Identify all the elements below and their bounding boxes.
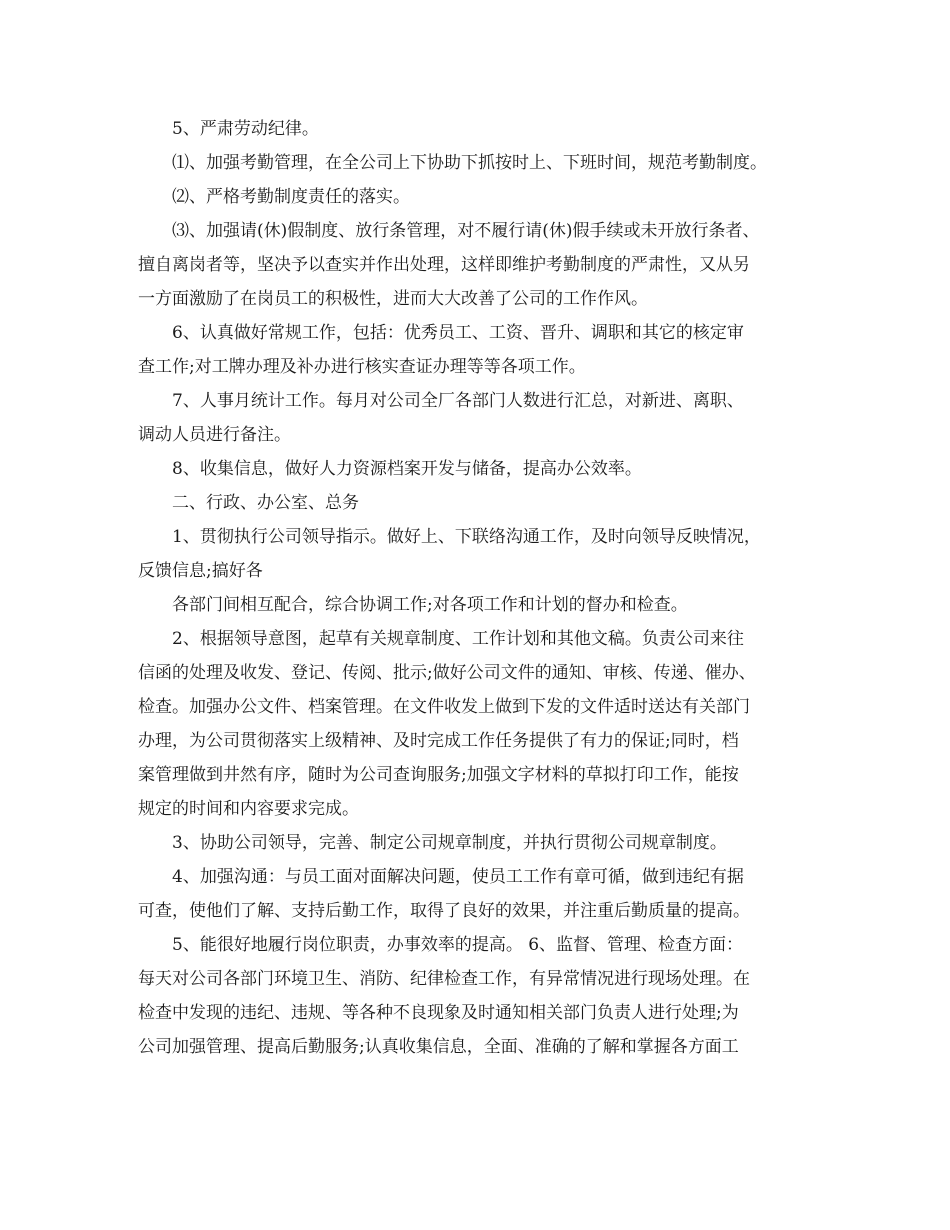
text-line: 可查，使他们了解、支持后勤工作，取得了良好的效果，并注重后勤质量的提高。 bbox=[138, 901, 750, 921]
text-line: 检查。加强办公文件、档案管理。在文件收发上做到下发的文件适时送达有关部门 bbox=[138, 697, 750, 717]
text-line: ⑵、严格考勤制度责任的落实。 bbox=[172, 187, 410, 207]
text-line: 5、能很好地履行岗位职责，办事效率的提高。 6、监督、管理、检查方面： bbox=[172, 935, 744, 955]
text-line: 4、加强沟通：与员工面对面解决问题，使员工工作有章可循，做到违纪有据 bbox=[172, 867, 744, 887]
text-line: 7、人事月统计工作。每月对公司全厂各部门人数进行汇总，对新进、离职、 bbox=[172, 391, 744, 411]
text-line: 擅自离岗者等，坚决予以查实并作出处理，这样即维护考勤制度的严肃性，又从另 bbox=[138, 255, 750, 275]
text-line: 8、收集信息，做好人力资源档案开发与储备，提高办公效率。 bbox=[172, 459, 642, 479]
text-line: 规定的时间和内容要求完成。 bbox=[138, 799, 359, 819]
text-line: 每天对公司各部门环境卫生、消防、纪律检查工作，有异常情况进行现场处理。在 bbox=[138, 969, 750, 989]
text-line: 反馈信息;搞好各 bbox=[138, 561, 263, 581]
text-line: 信函的处理及收发、登记、传阅、批示;做好公司文件的通知、审核、传递、催办、 bbox=[138, 663, 756, 683]
text-line: 5、严肃劳动纪律。 bbox=[172, 119, 319, 139]
text-line: ⑴、加强考勤管理，在全公司上下协助下抓按时上、下班时间，规范考勤制度。 bbox=[172, 153, 767, 173]
document-body bbox=[138, 112, 828, 1064]
text-line: 2、根据领导意图，起草有关规章制度、工作计划和其他文稿。负责公司来往 bbox=[172, 629, 744, 649]
text-line: 案管理做到井然有序，随时为公司查询服务;加强文字材料的草拟打印工作，能按 bbox=[138, 765, 739, 785]
text-line: 公司加强管理、提高后勤服务;认真收集信息，全面、准确的了解和掌握各方面工 bbox=[138, 1037, 739, 1057]
text-line: 二、行政、办公室、总务 bbox=[172, 493, 359, 513]
text-line: 调动人员进行备注。 bbox=[138, 425, 291, 445]
text-line: 6、认真做好常规工作，包括：优秀员工、工资、晋升、调职和其它的核定审 bbox=[172, 323, 744, 343]
text-line: 3、协助公司领导，完善、制定公司规章制度，并执行贯彻公司规章制度。 bbox=[172, 833, 727, 853]
text-line: ⑶、加强请(休)假制度、放行条管理，对不履行请(休)假手续或未开放行条者、 bbox=[172, 221, 760, 241]
text-line: 一方面激励了在岗员工的积极性，进而大大改善了公司的工作作风。 bbox=[138, 289, 648, 309]
text-line: 查工作;对工牌办理及补办进行核实查证办理等等各项工作。 bbox=[138, 357, 586, 377]
text-line: 各部门间相互配合，综合协调工作;对各项工作和计划的督办和检查。 bbox=[172, 595, 688, 615]
text-line: 检查中发现的违纪、违规、等各种不良现象及时通知相关部门负责人进行处理;为 bbox=[138, 1003, 739, 1023]
text-line: 1、贯彻执行公司领导指示。做好上、下联络沟通工作，及时向领导反映情况， bbox=[172, 527, 761, 547]
text-line: 办理，为公司贯彻落实上级精神、及时完成工作任务提供了有力的保证;同时，档 bbox=[138, 731, 739, 751]
